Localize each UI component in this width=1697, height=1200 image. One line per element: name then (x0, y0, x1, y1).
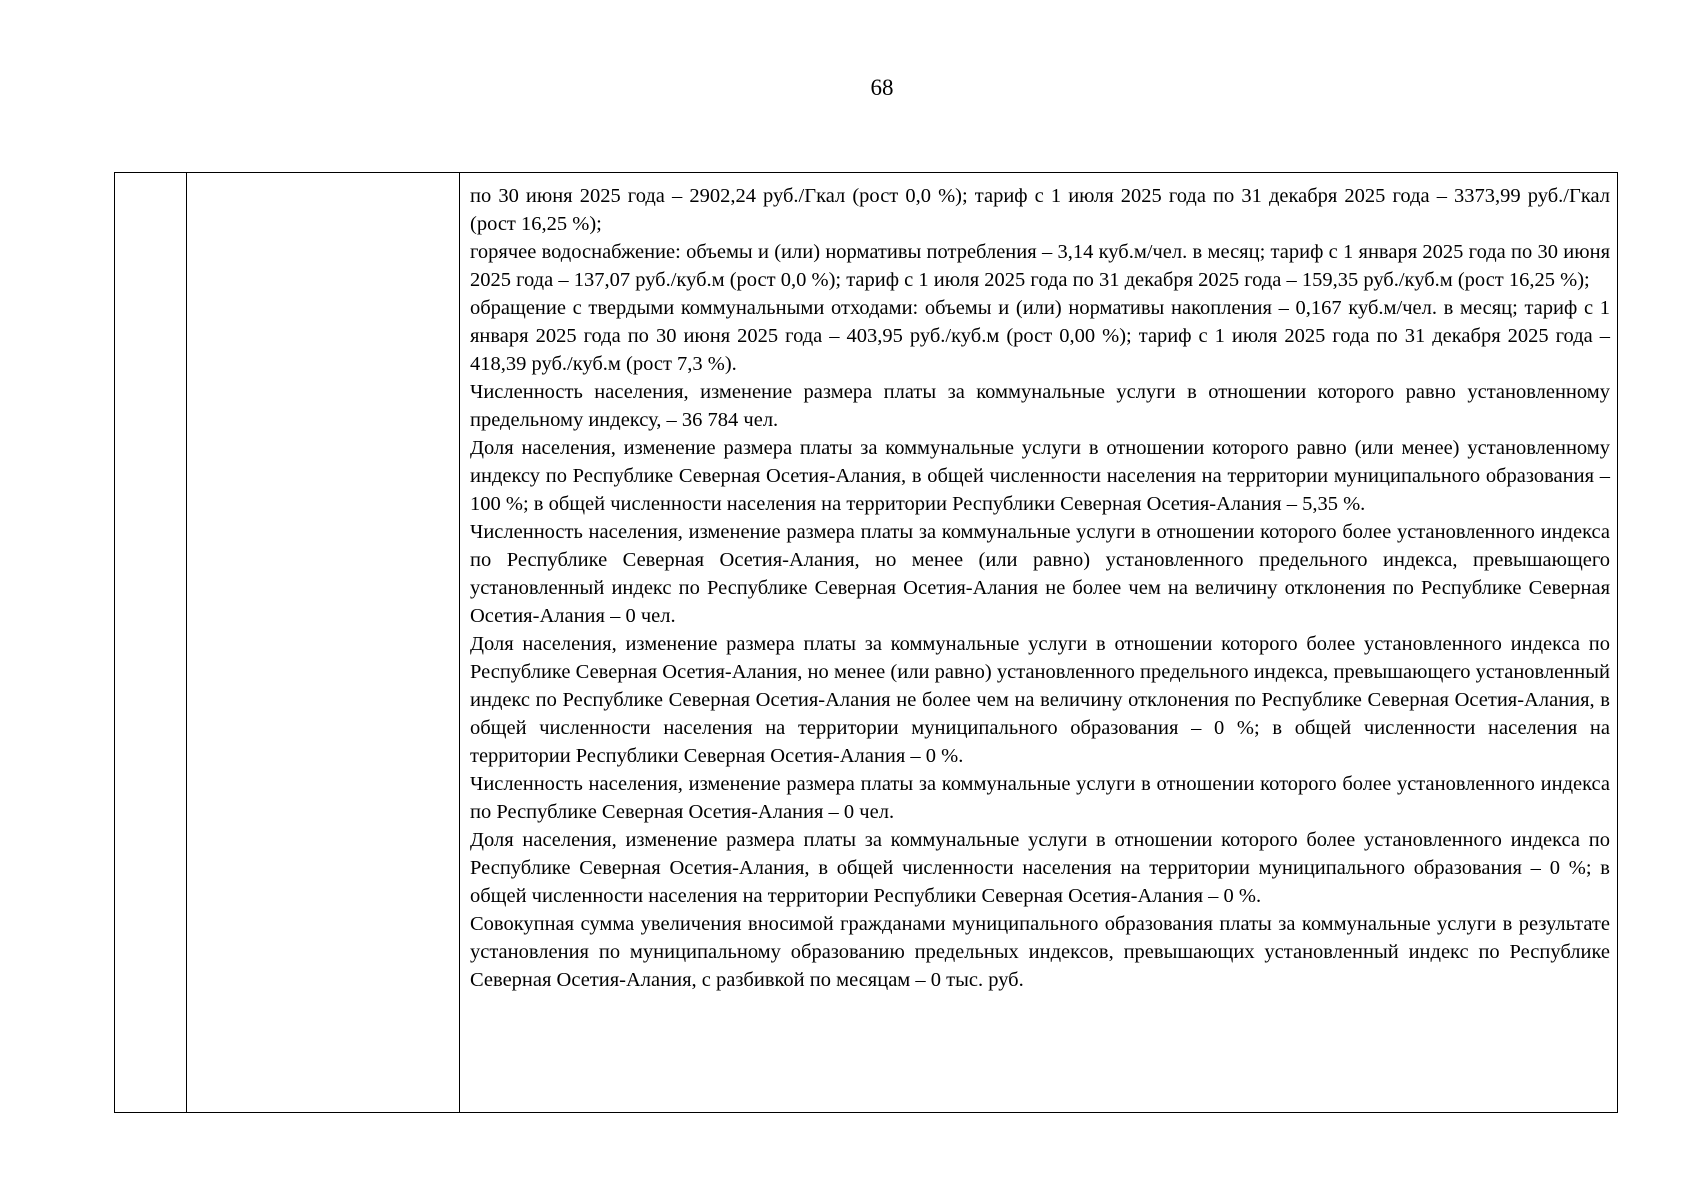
paragraph-solid-waste: обращение с твердыми коммунальными отходами: объемы и (или) нормативы накопления – 0,167 куб.м/чел. в месяц; тариф с 1 января 2025 года по 30 июня 2025 года – 403,95 руб./куб.м (рост 0,00 %); тариф с 1 июля 2025 года по 31 декабря 2025 года – 418,39 руб./куб.м (рост 7,3 %). (470, 297, 1610, 375)
table-cell-number (115, 173, 187, 1113)
page-number: 68 (870, 75, 894, 100)
table-cell-name (187, 173, 460, 1113)
paragraph-population-equal-limit: Численность населения, изменение размера платы за коммунальные услуги в отношении которого равно установленному предельному индексу, – 36 784 чел. (470, 381, 1610, 431)
table-row (115, 173, 1618, 1113)
paragraph-population-above-index-within-deviation: Численность населения, изменение размера платы за коммунальные услуги в отношении которого более установленного индекса по Республике Северная Осетия-Алания, но менее (или равно) установленного предельного индекса, превышающего установленный индекс по Республике Северная Осетия-Алания не более чем на величину отклонения по Республике Северная Осетия-Алания – 0 чел. (470, 521, 1610, 627)
paragraph-population-above-index: Численность населения, изменение размера платы за коммунальные услуги в отношении которого более установленного индекса по Республике Северная Осетия-Алания – 0 чел. (470, 773, 1610, 823)
paragraph-total-increase: Совокупная сумма увеличения вносимой гражданами муниципального образования платы за коммунальные услуги в результате установления по муниципальному образованию предельных индексов, превышающих установленный индекс по Республике Северная Осетия-Алания, с разбивкой по месяцам – 0 тыс. руб. (470, 913, 1610, 991)
paragraph-share-above-index-within-deviation: Доля населения, изменение размера платы за коммунальные услуги в отношении которого более установленного индекса по Республике Северная Осетия-Алания, но менее (или равно) установленного предельного индекса, превышающего установленный индекс по Республике Северная Осетия-Алания не более чем на величину отклонения по Республике Северная Осетия-Алания, в общей численности населения на территории муниципального образования – 0 %; в общей численности населения на территории Республики Северная Осетия-Алания – 0 %. (470, 633, 1610, 767)
paragraph-heat-tariff: по 30 июня 2025 года – 2902,24 руб./Гкал (рост 0,0 %); тариф с 1 июля 2025 года по 31 декабря 2025 года – 3373,99 руб./Гкал (рост 16,25 %); (470, 185, 1610, 235)
paragraph-share-above-index: Доля населения, изменение размера платы за коммунальные услуги в отношении которого более установленного индекса по Республике Северная Осетия-Алания, в общей численности населения на территории муниципального образования – 0 %; в общей численности населения на территории Республики Северная Осетия-Алания – 0 %. (470, 829, 1610, 907)
table-cell-content (460, 173, 1618, 1113)
paragraph-hot-water: горячее водоснабжение: объемы и (или) нормативы потребления – 3,14 куб.м/чел. в месяц; тариф с 1 января 2025 года по 30 июня 2025 года – 137,07 руб./куб.м (рост 0,0 %); тариф с 1 июля 2025 года по 31 декабря 2025 года – 159,35 руб./куб.м (рост 16,25 %); (470, 241, 1610, 291)
document-table (114, 172, 1618, 1113)
paragraph-share-equal-or-less: Доля населения, изменение размера платы за коммунальные услуги в отношении которого равно (или менее) установленному индексу по Республике Северная Осетия-Алания, в общей численности населения на территории муниципального образования – 100 %; в общей численности населения на территории Республики Северная Осетия-Алания – 5,35 %. (470, 437, 1610, 515)
